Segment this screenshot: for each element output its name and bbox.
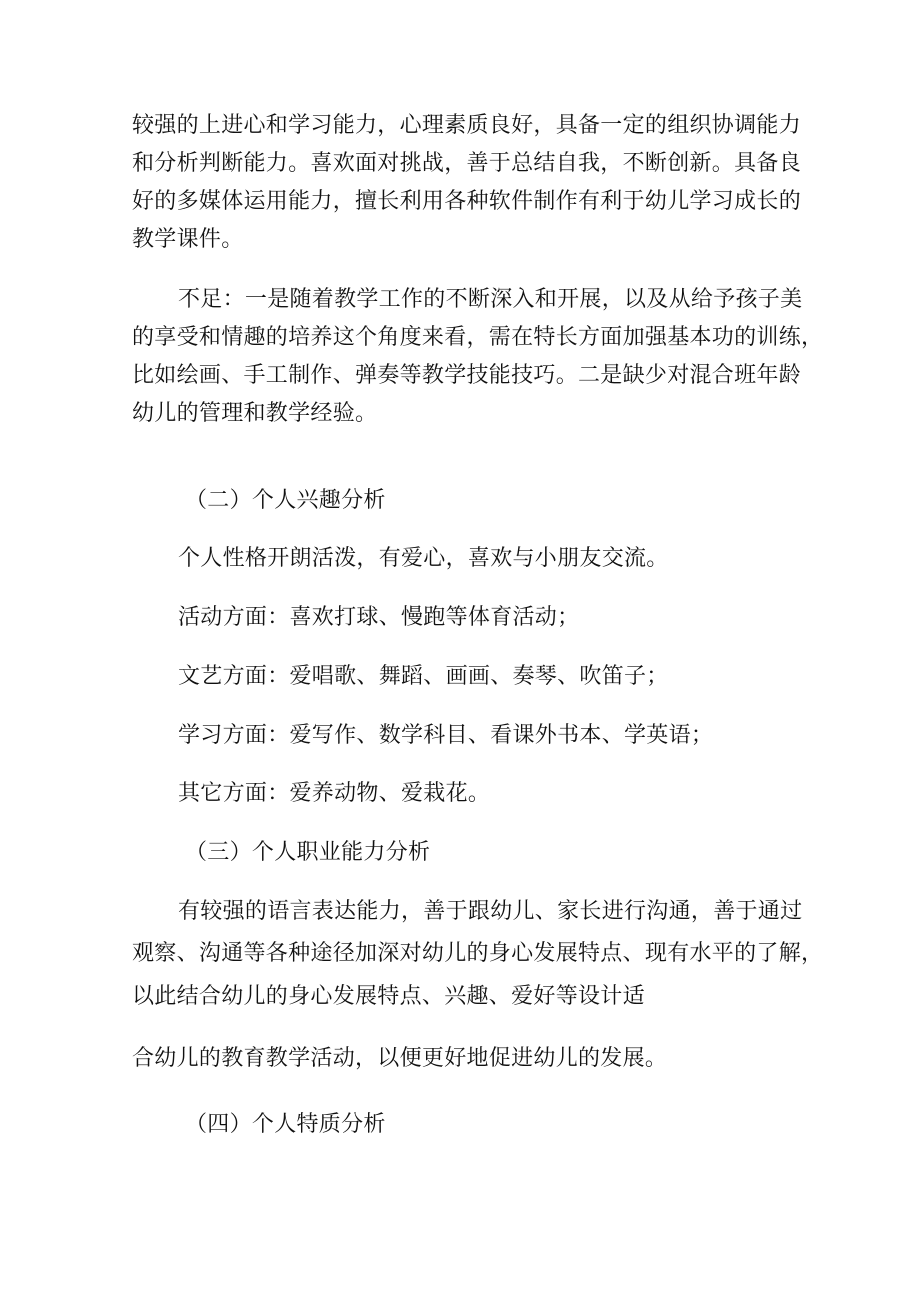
interest-personality: 个人性格开朗活泼，有爱心，喜欢与小朋友交流。	[178, 546, 669, 571]
paragraph-2-line-4: 幼儿的管理和教学经验。	[132, 401, 378, 426]
interest-arts: 文艺方面：爱唱歌、舞蹈、画画、奏琴、吹笛子；	[178, 664, 669, 689]
paragraph-3-line-4: 合幼儿的教育教学活动，以便更好地促进幼儿的发展。	[132, 1046, 668, 1071]
interest-other: 其它方面：爱养动物、爱栽花。	[178, 781, 491, 806]
paragraph-2-line-3: 比如绘画、手工制作、弹奏等教学技能技巧。二是缺少对混合班年龄	[132, 363, 802, 388]
paragraph-1-line-1: 较强的上进心和学习能力，心理素质良好，具备一定的组织协调能力	[132, 113, 802, 138]
paragraph-1-line-3: 好的多媒体运用能力，擅长利用各种软件制作有利于幼儿学习成长的	[132, 189, 802, 214]
paragraph-3-line-2: 观察、沟通等各种途径加深对幼儿的身心发展特点、现有水平的了解，	[132, 941, 824, 966]
section-heading-3: （三）个人职业能力分析	[185, 840, 431, 865]
paragraph-3-line-3: 以此结合幼儿的身心发展特点、兴趣、爱好等设计适	[132, 984, 645, 1009]
paragraph-3-line-1: 有较强的语言表达能力，善于跟幼儿、家长进行沟通，善于通过	[178, 899, 803, 924]
paragraph-2-line-1: 不足：一是随着教学工作的不断深入和开展，以及从给予孩子美	[178, 287, 803, 312]
paragraph-1-line-4: 教学课件。	[132, 227, 244, 252]
section-heading-2: （二）个人兴趣分析	[185, 488, 386, 513]
paragraph-1-line-2: 和分析判断能力。喜欢面对挑战，善于总结自我，不断创新。具备良	[132, 151, 802, 176]
interest-study: 学习方面：爱写作、数学科目、看课外书本、学英语；	[178, 723, 714, 748]
section-heading-4: （四）个人特质分析	[185, 1112, 386, 1137]
interest-activity: 活动方面：喜欢打球、慢跑等体育活动；	[178, 605, 580, 630]
paragraph-2-line-2: 的享受和情趣的培养这个角度来看，需在特长方面加强基本功的训练，	[132, 325, 824, 350]
